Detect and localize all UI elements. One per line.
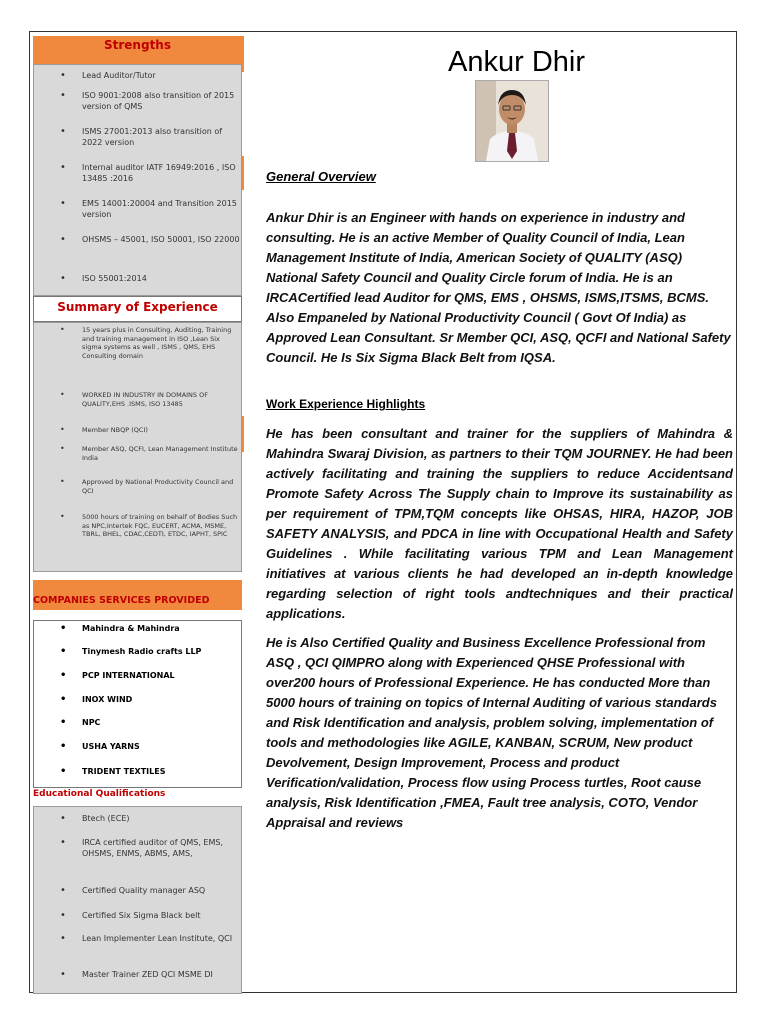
work-heading: Work Experience Highlights xyxy=(266,397,426,411)
education-title: Educational Qualifications xyxy=(33,789,166,799)
companies-panel: • Mahindra & Mahindra • Tinymesh Radio crafts LLP • PCP INTERNATIONAL • INOX WIND • NPC • USHA YARNS • TRIDENT TEXTILES xyxy=(33,620,242,788)
experience-title: Summary of Experience xyxy=(57,300,218,314)
overview-heading: General Overview xyxy=(266,169,376,184)
strengths-header xyxy=(33,36,242,64)
accent-notch xyxy=(242,36,244,72)
person-name: Ankur Dhir xyxy=(448,46,585,78)
companies-header xyxy=(33,580,242,610)
work-text-1: He has been consultant and trainer for the suppliers of Mahindra & Mahindra Swaraj Division, as partners to their TQM JOURNEY. He had been actively facilitating and training the suppliers to reduce Accidentsand Promote Safety Across The Supply chain to Improve its sustainability as per requirement of TPM,TQM concepts like OHSAS, HIRA, HAZOP, JOB SAFETY ANALYSIS, and PDCA in line with Occupational Health and Safety Guidelines . While facilitating various TPM and Lean Management initiatives at various clients he had developed an in-depth knowledge regarding selection of right tools andtechniques and their practical applications. xyxy=(266,426,733,621)
strengths-panel: • Lead Auditor/Tutor • ISO 9001:2008 also transition of 2015 version of QMS • ISMS 27001:2013 also transition of 2022 version • Internal auditor IATF 16949:2016 , ISO 13485 :2016 • EMS 14001:20004 and Transition 2015 version • OHSMS – 45001, ISO 50001, ISO 22000 • ISO 55001:2014 xyxy=(33,64,242,296)
sidebar xyxy=(33,36,242,994)
work-text-2: He is Also Certified Quality and Business Excellence Professional from ASQ , QCI QIMPRO along with Experienced QHSE Professional with over200 hours of Professional Experience. He has conducted More than 5000 hours of training on topics of Internal Auditing of various standards and Risk Identification and analysis, problem solving, implementation of tools and methodologies like AGILE, KANBAN, SCRUM, New product Devolvement, Design Improvement, Process and product Verification/validation, Process flow using Process turtles, Root cause analysis, Risk Identification ,FMEA, Fault tree analysis, COTO, Vendor Appraisal and reviews xyxy=(266,635,717,830)
accent-notch xyxy=(242,416,244,452)
accent-notch xyxy=(242,156,244,190)
person-portrait-icon xyxy=(476,81,548,161)
education-panel: • Btech (ECE) • IRCA certified auditor of QMS, EMS, OHSMS, ENMS, ABMS, AMS, • Certified Quality manager ASQ • Certified Six Sigma Black belt • Lean Implementer Lean Institute, QCI • Master Trainer ZED QCI MSME DI xyxy=(33,806,242,994)
strengths-title: Strengths xyxy=(104,38,171,52)
overview-text: Ankur Dhir is an Engineer with hands on experience in industry and consulting. He is an active Member of Quality Council of India, Lean Management Institute of India, American Society of QUALITY (ASQ) National Safety Council and Quality Circle forum of India. He is an IRCACertified lead Auditor for QMS, EMS , OHSMS, ISMS,ITSMS, BCMS. Also Empaneled by National Productivity Council ( Govt Of India) as Approved Lean Consultant. Sr Member QCI, ASQ, QCFI and National Safety Council. He Is Six Sigma Black Belt from IQSA. xyxy=(266,210,731,365)
experience-panel: • 15 years plus in Consulting, Auditing, Training and training management in ISO ,Lean Six sigma systems as well , ISMS , QMS, EHS Consulting domain • WORKED IN INDUSTRY IN DOMAINS OF QUALITY,EHS .ISMS, ISO 13485 • Member NBQP (QCI) • Member ASQ, QCFI, Lean Management Institute India • Approved by National Productivity Council and QCI • 5000 hours of training on behalf of Bodies Such as NPC,Intertek FQC, EUCERT, ACMA, MSME, TBRL, BHEL, CDAC,CEDTI, ETDC, IAPHT, SPIC xyxy=(33,322,242,572)
experience-header xyxy=(33,296,242,322)
profile-photo xyxy=(475,80,549,162)
companies-title: COMPANIES SERVICES PROVIDED xyxy=(33,595,210,606)
